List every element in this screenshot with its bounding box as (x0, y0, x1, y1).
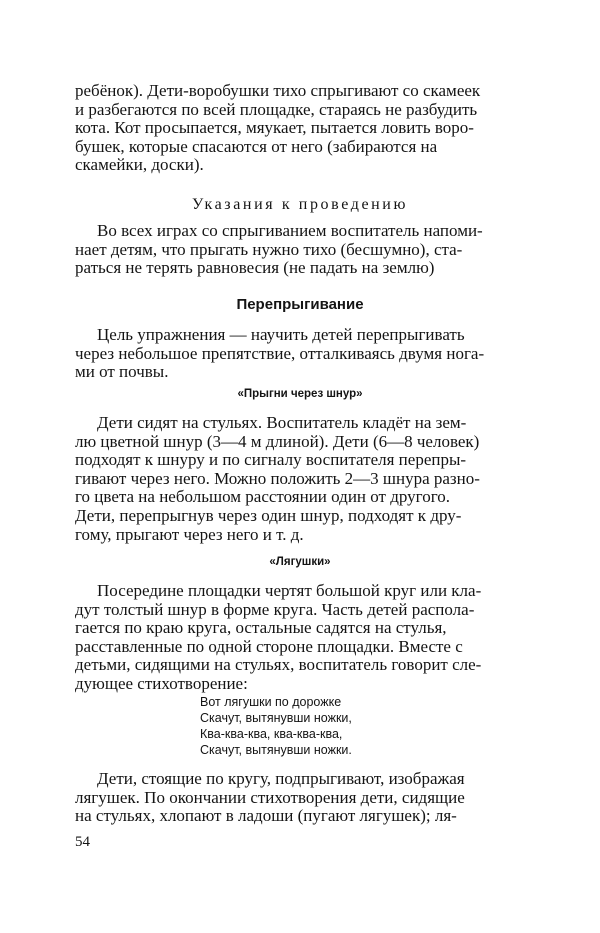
text-line: гается по краю круга, остальные садятся на стулья, (75, 618, 447, 638)
text-line: лю цветной шнур (3—4 м длиной). Дети (6—8 человек) (75, 431, 480, 451)
guidance-paragraph (75, 222, 530, 278)
text-line: го цвета на небольшом расстоянии один от другого. (75, 487, 450, 507)
purpose-paragraph (75, 326, 530, 382)
text-line: бушек, которые спасаются от него (забираются на (75, 136, 438, 156)
poem-line: Вот лягушки по дорожке (200, 695, 342, 709)
text-line: и разбегаются по всей площадке, стараясь не разбудить (75, 99, 478, 119)
text-line: кота. Кот просыпается, мяукает, пытается ловить воро- (75, 118, 474, 138)
text-line: Дети сидят на стульях. Воспитатель кладёт на зем- (97, 413, 467, 432)
text-line: ребёнок). Дети-воробушки тихо спрыгивают со скамеек (75, 81, 481, 100)
guidance-heading: Указания к проведению (191, 196, 409, 213)
final-paragraph (75, 770, 530, 826)
text-line: гивают через него. Можно положить 2—3 шнура разно- (75, 468, 480, 488)
text-line: расставленные по одной стороне площадки. Вместе с (75, 636, 463, 656)
text-line: Посередине площадки чертят большой круг или кла- (97, 581, 482, 600)
game1-paragraph (75, 414, 530, 544)
text-line: Дети, стоящие по кругу, подпрыгивают, изображая (97, 769, 465, 788)
text-line: через небольшое препятствие, отталкиваясь двумя нога- (75, 343, 485, 363)
page-number: 54 (75, 834, 90, 850)
game2-paragraph (75, 582, 530, 694)
text-line: Дети, перепрыгнув через один шнур, подходят к дру- (75, 505, 462, 525)
top-paragraph (75, 82, 530, 175)
poem (200, 694, 450, 758)
game-title-jump-rope: «Прыгни через шнур» (237, 388, 363, 400)
section-heading: Перепрыгивание (236, 296, 364, 313)
text-line: на стульях, хлопают в ладоши (пугают лягушек); ля- (75, 806, 457, 826)
text-line: нает детям, что прыгать нужно тихо (бесшумно), ста- (75, 239, 463, 259)
text-line: лягушек. По окончании стихотворения дети, сидящие (75, 787, 465, 807)
text-line: Во всех играх со спрыгиванием воспитатель напоми- (97, 221, 483, 240)
text-line: ми от почвы. (75, 362, 169, 382)
text-line: скамейки, доски). (75, 155, 204, 175)
text-line: подходят к шнуру и по сигналу воспитателя перепры- (75, 450, 467, 470)
poem-line: Скачут, вытянувши ножки. (200, 743, 352, 757)
text-line: Цель упражнения — научить детей перепрыгивать (97, 325, 465, 344)
text-line: раться не терять равновесия (не падать на землю) (75, 258, 435, 278)
text-line: дут толстый шнур в форме круга. Часть детей распола- (75, 599, 475, 619)
text-line: детьми, сидящими на стульях, воспитатель говорит сле- (75, 655, 482, 675)
poem-line: Скачут, вытянувши ножки, (200, 711, 352, 725)
game-title-frogs: «Лягушки» (269, 556, 331, 568)
text-line: дующее стихотворение: (75, 673, 248, 693)
text-line: гому, прыгают через него и т. д. (75, 524, 304, 544)
poem-line: Ква-ква-ква, ква-ква-ква, (200, 727, 343, 741)
